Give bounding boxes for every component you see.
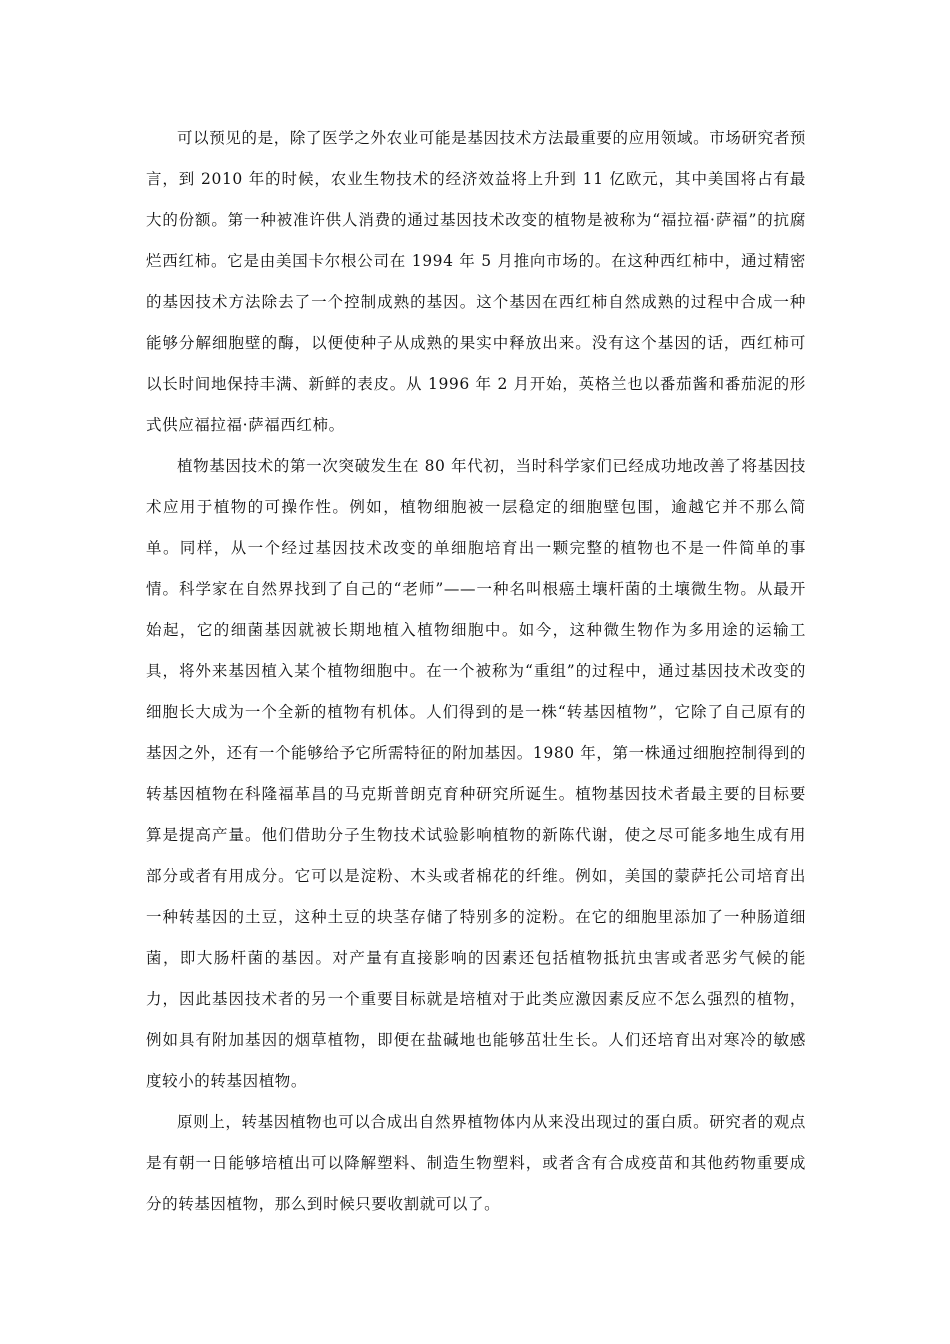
paragraph-new-proteins: 原则上，转基因植物也可以合成出自然界植物体内从来没出现过的蛋白质。研究者的观点是有朝一日能够培植出可以降解塑料、制造生物塑料，或者含有合成疫苗和其他药物重要成分的转基因植物，那么到时候只要收割就可以了。 [146, 1113, 806, 1213]
paragraph-plant-gene-technology: 植物基因技术的第一次突破发生在 80 年代初，当时科学家们已经成功地改善了将基因技术应用于植物的可操作性。例如，植物细胞被一层稳定的细胞壁包围，逾越它并不那么简单。同样，从一个经过基因技术改变的单细胞培育出一颗完整的植物也不是一件简单的事情。科学家在自然界找到了自己的“老师”——一种名叫根癌土壤杆菌的土壤微生物。从最开始起，它的细菌基因就被长期地植入植物细胞中。如今，这种微生物作为多用途的运输工具，将外来基因植入某个植物细胞中。在一个被称为“重组”的过程中，通过基因技术改变的细胞长大成为一个全新的植物有机体。人们得到的是一株“转基因植物”，它除了自己原有的基因之外，还有一个能够给予它所需特征的附加基因。1980 年，第一株通过细胞控制得到的转基因植物在科隆福革昌的马克斯普朗克育种研究所诞生。植物基因技术者最主要的目标要算是提高产量。他们借助分子生物技术试验影响植物的新陈代谢，使之尽可能多地生成有用部分或者有用成分。它可以是淀粉、木头或者棉花的纤维。例如，美国的蒙萨托公司培育出一种转基因的土豆，这种土豆的块茎存储了特别多的淀粉。在它的细胞里添加了一种肠道细菌，即大肠杆菌的基因。对产量有直接影响的因素还包括植物抵抗虫害或者恶劣气候的能力，因此基因技术者的另一个重要目标就是培植对于此类应激因素反应不怎么强烈的植物，例如具有附加基因的烟草植物，即便在盐碱地也能够茁壮生长。人们还培育出对寒冷的敏感度较小的转基因植物。 [146, 457, 806, 1090]
paragraph-agriculture-tomato: 可以预见的是，除了医学之外农业可能是基因技术方法最重要的应用领域。市场研究者预言，到 2010 年的时候，农业生物技术的经济效益将上升到 11 亿欧元，其中美国将占有最大的份额。第一种被准许供人消费的通过基因技术改变的植物是被称为“福拉福·萨福”的抗腐烂西红柿。它是由美国卡尔根公司在 1994 年 5 月推向市场的。在这种西红柿中，通过精密的基因技术方法除去了一个控制成熟的基因。这个基因在西红柿自然成熟的过程中合成一种能够分解细胞壁的酶，以便使种子从成熟的果实中释放出来。没有这个基因的话，西红柿可以长时间地保持丰满、新鲜的表皮。从 1996 年 2 月开始，英格兰也以番茄酱和番茄泥的形式供应福拉福·萨福西红柿。 [146, 129, 806, 434]
document-body [146, 118, 806, 1225]
